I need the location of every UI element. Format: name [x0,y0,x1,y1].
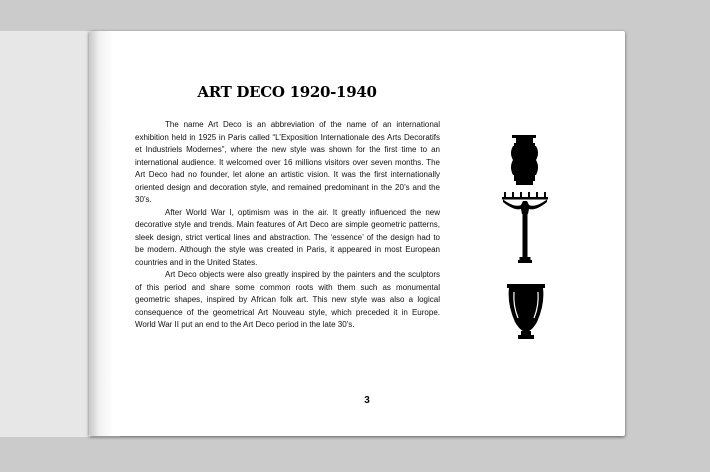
paragraph-3: Art Deco objects were also greatly inspired by the painters and the sculptors of this period and share some common roots with them such as monumental geometric shapes, inspired by African folk art. This new style was also a logical consequence of the geometrical Art Nouveau style, which preceded it in Europe. World War II put an end to the Art Deco period in the late 30’s. [135,270,440,329]
body-text [135,119,440,332]
deco-urn-icon [507,284,545,341]
paragraph-2: After World War I, optimism was in the air. It greatly influenced the new decorative style and trends. Main features of Art Deco are simple geometric patterns, sleek design, strict vertical lines and abstraction. The ‘essence’ of the design had to be modern. Although the style was created in Paris, it appeared in most European countries and in the United States. [135,207,440,267]
paragraph-1: The name Art Deco is an abbreviation of the name of an international exhibition held in 1925 in Paris called “L’Exposition Internationale des Arts Decoratifs et Industriels Modernes”, where the new style was shown for the first time to an international audience. It welcomed over 16 millions visitors over seven months. The Art Deco had no founder, let alone an artistic vision. It was the first internationally oriented design and decoration style, and remained predominant in the 20’s and the 30’s. [135,120,440,204]
page-title: ART DECO 1920-1940 [197,83,377,101]
deco-candelabra-icon [501,192,549,267]
page-number: 3 [364,395,370,406]
deco-vase-icon [508,135,542,187]
document-page [89,31,625,436]
